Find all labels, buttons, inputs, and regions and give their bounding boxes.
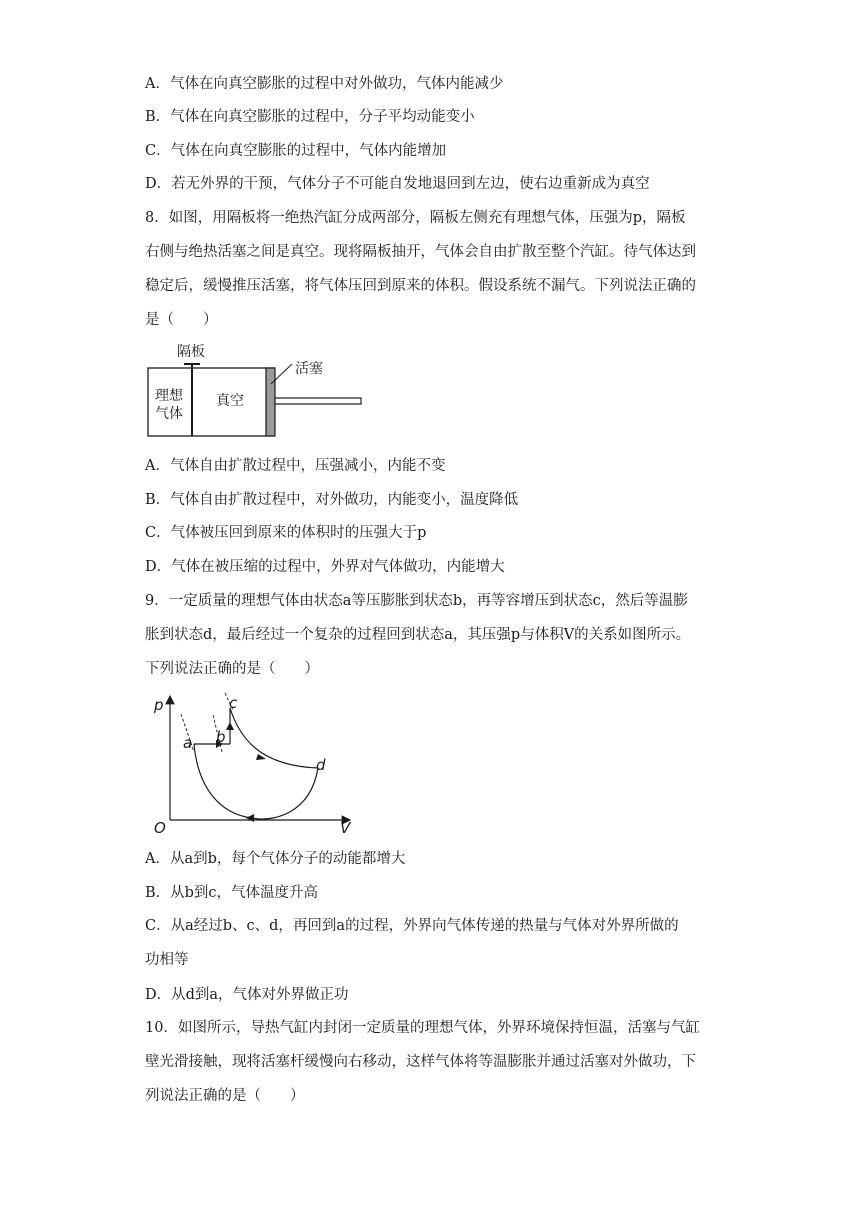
q7-option-a: A．气体在向真空膨胀的过程中对外做功，气体内能减少 (145, 76, 504, 92)
state-b-label: b (216, 728, 226, 746)
piston (266, 368, 275, 436)
state-c-label: c (229, 694, 238, 712)
origin-label: O (154, 819, 166, 836)
q10-stem-line: 壁光滑接触，现将活塞杆缓慢向右移动，这样气体将等温膨胀并通过活塞对外做功，下 (145, 1054, 696, 1070)
q9-option-b: B．从b到c，气体温度升高 (145, 885, 319, 901)
q8-stem-line: 8．如图，用隔板将一绝热汽缸分成两部分，隔板左侧充有理想气体，压强为p，隔板 (145, 210, 686, 226)
q9-option-c (145, 909, 720, 977)
q8-stem-line: 稳定后，缓慢推压活塞，将气体压回到原来的体积。假设系统不漏气。下列说法正确的 (145, 278, 696, 294)
q9-stem-line: 9．一定质量的理想气体由状态a等压膨胀到状态b，再等容增压到状态c，然后等温膨 (145, 593, 688, 609)
gas-label-2: 气体 (155, 406, 183, 422)
process-d-a (194, 744, 318, 819)
state-a-label: a (183, 734, 193, 752)
q8-stem-line: 右侧与绝热活塞之间是真空。现将隔板抽开，气体会自由扩散至整个汽缸。待气体达到 (145, 244, 696, 260)
q8-cylinder-figure (140, 338, 380, 440)
q10-stem-line: 列说法正确的是（ ） (145, 1088, 305, 1104)
q9-stem-line: 下列说法正确的是（ ） (145, 661, 319, 677)
q9-option-c-line: 功相等 (145, 952, 189, 968)
arrow-d-a (246, 814, 254, 822)
partition-label: 隔板 (177, 344, 205, 360)
q7-option-b: B．气体在向真空膨胀的过程中，分子平均动能变小 (145, 109, 475, 125)
vacuum-label: 真空 (216, 393, 244, 409)
q9-pv-diagram (150, 688, 360, 836)
q9-option-c-line: C．从a经过b、c、d，再回到a的过程，外界向气体传递的热量与气体对外界所做的 (145, 918, 679, 934)
q9-option-a: A．从a到b，每个气体分子的动能都增大 (145, 851, 406, 867)
arrow-b-c (226, 722, 234, 730)
piston-rod (275, 398, 361, 404)
q8-option-d: D．气体在被压缩的过程中，外界对气体做功，内能增大 (145, 559, 505, 575)
q8-stem (145, 201, 720, 337)
q9-option-d: D．从d到a，气体对外界做正功 (145, 987, 349, 1003)
gas-label-1: 理想 (155, 388, 183, 404)
q8-stem-line: 是（ ） (145, 312, 218, 328)
q7-option-c: C．气体在向真空膨胀的过程中，气体内能增加 (145, 143, 447, 159)
state-d-label: d (316, 756, 326, 774)
q8-option-c: C．气体被压回到原来的体积时的压强大于p (145, 525, 427, 541)
process-c-d (230, 708, 318, 768)
q7-option-d: D．若无外界的干预，气体分子不可能自发地退回到左边，使右边重新成为真空 (145, 176, 650, 192)
piston-label: 活塞 (295, 361, 323, 377)
y-axis-label: p (154, 696, 164, 714)
x-axis-label: V (340, 819, 351, 836)
q9-stem-line: 胀到状态d，最后经过一个复杂的过程回到状态a，其压强p与体积V的关系如图所示。 (145, 627, 691, 643)
q10-stem (145, 1011, 720, 1113)
q9-stem (145, 584, 720, 686)
q8-option-a: A．气体自由扩散过程中，压强减小，内能不变 (145, 458, 446, 474)
q8-option-b: B．气体自由扩散过程中，对外做功，内能变小，温度降低 (145, 492, 519, 508)
q10-stem-line: 10．如图所示，导热气缸内封闭一定质量的理想气体，外界环境保持恒温，活塞与气缸 (145, 1020, 700, 1036)
